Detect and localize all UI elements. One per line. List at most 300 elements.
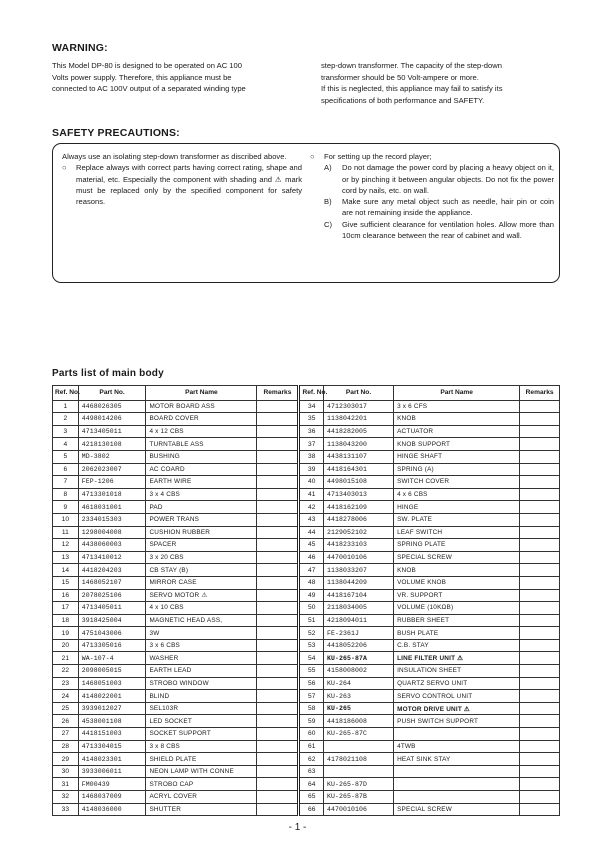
part-no-cell: 1138042201 <box>323 413 393 426</box>
table-row <box>53 677 560 690</box>
table-row <box>53 551 560 564</box>
table-row <box>53 614 560 627</box>
part-name-cell <box>394 778 520 791</box>
part-name-cell: SPRING (A) <box>394 463 520 476</box>
remarks-cell <box>257 740 299 753</box>
remarks-cell <box>257 539 299 552</box>
warning-right-text <box>321 60 561 106</box>
part-no-cell: 4418282005 <box>323 425 393 438</box>
part-name-cell: SOCKET SUPPORT <box>146 728 257 741</box>
part-name-cell: BUSHING <box>146 450 257 463</box>
safety-right-item <box>310 162 554 196</box>
remarks-cell <box>520 576 560 589</box>
part-no-cell: 1298004008 <box>78 526 146 539</box>
part-name-cell: VR. SUPPORT <box>394 589 520 602</box>
ref-cell: 57 <box>299 690 324 703</box>
part-name-cell: 4 x 12 CBS <box>146 425 257 438</box>
remarks-cell <box>520 551 560 564</box>
table-row <box>53 715 560 728</box>
part-no-cell: FE-2361J <box>323 627 393 640</box>
text-line: transformer should be 50 Volt-ampere or more. <box>321 72 479 82</box>
part-no-cell: 2078025106 <box>78 589 146 602</box>
part-no-cell: KU-264 <box>323 677 393 690</box>
part-name-cell: 3 x 4 CBS <box>146 488 257 501</box>
remarks-cell <box>520 778 560 791</box>
part-no-cell: KU-265-87D <box>323 778 393 791</box>
ref-cell: 43 <box>299 513 324 526</box>
part-no-cell: 4218094011 <box>323 614 393 627</box>
part-name-cell: SPACER <box>146 539 257 552</box>
part-name-cell: LEAF SWITCH <box>394 526 520 539</box>
part-no-cell: 4713410012 <box>78 551 146 564</box>
table-row <box>53 564 560 577</box>
ref-cell: 9 <box>53 501 79 514</box>
col-header-ref: Ref. No. <box>299 386 324 401</box>
remarks-cell <box>520 526 560 539</box>
part-name-cell <box>394 791 520 804</box>
part-name-cell: BUSH PLATE <box>394 627 520 640</box>
part-no-cell: 4618031001 <box>78 501 146 514</box>
remarks-cell <box>257 501 299 514</box>
ref-cell: 28 <box>53 740 79 753</box>
remarks-cell <box>257 614 299 627</box>
ref-cell: 62 <box>299 753 324 766</box>
remarks-cell <box>520 425 560 438</box>
ref-cell: 55 <box>299 665 324 678</box>
remarks-cell <box>257 476 299 489</box>
part-no-cell: 3939012027 <box>78 702 146 715</box>
remarks-cell <box>520 627 560 640</box>
part-no-cell: FEP-1206 <box>78 476 146 489</box>
part-name-cell: SHIELD PLATE <box>146 753 257 766</box>
table-row <box>53 665 560 678</box>
remarks-cell <box>257 803 299 816</box>
text-line: step-down transformer. The capacity of the step-down <box>321 61 502 70</box>
table-row <box>53 728 560 741</box>
remarks-cell <box>257 690 299 703</box>
remarks-cell <box>520 665 560 678</box>
part-name-cell: 3 x 8 CBS <box>146 740 257 753</box>
part-no-cell: 4713403013 <box>323 488 393 501</box>
remarks-cell <box>257 753 299 766</box>
ref-cell: 4 <box>53 438 79 451</box>
remarks-cell <box>520 413 560 426</box>
part-name-cell: SHUTTER <box>146 803 257 816</box>
part-name-cell: EARTH WIRE <box>146 476 257 489</box>
remarks-cell <box>257 564 299 577</box>
part-no-cell: 4470010106 <box>323 803 393 816</box>
ref-cell: 15 <box>53 576 79 589</box>
part-no-cell: 4218130108 <box>78 438 146 451</box>
part-no-cell: 4438131107 <box>323 450 393 463</box>
part-name-cell: TURNTABLE ASS <box>146 438 257 451</box>
item-letter: A) <box>324 163 332 173</box>
part-name-cell: KNOB SUPPORT <box>394 438 520 451</box>
part-name-cell: STROBO WINDOW <box>146 677 257 690</box>
ref-cell: 10 <box>53 513 79 526</box>
remarks-cell <box>257 602 299 615</box>
table-row <box>53 652 560 665</box>
ref-cell: 24 <box>53 690 79 703</box>
ref-cell: 44 <box>299 526 324 539</box>
table-row <box>53 400 560 413</box>
part-no-cell: 4538001108 <box>78 715 146 728</box>
part-no-cell: 4418278006 <box>323 513 393 526</box>
item-letter: B) <box>324 197 332 207</box>
part-no-cell: 2098005015 <box>78 665 146 678</box>
remarks-cell <box>257 702 299 715</box>
ref-cell: 48 <box>299 576 324 589</box>
ref-cell: 30 <box>53 765 79 778</box>
ref-cell: 29 <box>53 753 79 766</box>
ref-cell: 39 <box>299 463 324 476</box>
remarks-cell <box>520 564 560 577</box>
part-name-cell: SERVO MOTOR ⚠ <box>146 589 257 602</box>
safety-left-column <box>62 151 302 207</box>
part-no-cell: 4713405011 <box>78 602 146 615</box>
table-row <box>53 576 560 589</box>
part-no-cell: 4158008002 <box>323 665 393 678</box>
remarks-cell <box>257 627 299 640</box>
ref-cell: 60 <box>299 728 324 741</box>
part-name-cell: MOTOR BOARD ASS <box>146 400 257 413</box>
remarks-cell <box>257 677 299 690</box>
ref-cell: 17 <box>53 602 79 615</box>
ref-cell: 53 <box>299 639 324 652</box>
safety-right-item <box>310 219 554 242</box>
ref-cell: 58 <box>299 702 324 715</box>
remarks-cell <box>257 652 299 665</box>
part-no-cell: 1468037009 <box>78 791 146 804</box>
ref-cell: 40 <box>299 476 324 489</box>
ref-cell: 56 <box>299 677 324 690</box>
part-name-cell: SEL103R <box>146 702 257 715</box>
table-row <box>53 513 560 526</box>
item-letter: C) <box>324 219 333 229</box>
part-no-cell: 4468026305 <box>78 400 146 413</box>
part-no-cell: WA-107-4 <box>78 652 146 665</box>
table-row <box>53 740 560 753</box>
ref-cell: 11 <box>53 526 79 539</box>
part-name-cell: QUARTZ SERVO UNIT <box>394 677 520 690</box>
ref-cell: 46 <box>299 551 324 564</box>
text-line: This Model DP-80 is designed to be operated on AC 100 <box>52 61 242 70</box>
part-no-cell: KU-265-87A <box>323 652 393 665</box>
part-name-cell: MAGNETIC HEAD ASS, <box>146 614 257 627</box>
part-name-cell: SPRING PLATE <box>394 539 520 552</box>
part-name-cell: LED SOCKET <box>146 715 257 728</box>
part-name-cell: 4 x 10 CBS <box>146 602 257 615</box>
remarks-cell <box>520 728 560 741</box>
ref-cell: 22 <box>53 665 79 678</box>
table-row <box>53 438 560 451</box>
part-name-cell: BOARD COVER <box>146 413 257 426</box>
remarks-cell <box>520 715 560 728</box>
safety-heading: SAFETY PRECAUTIONS: <box>52 127 180 139</box>
part-no-cell: 4418052206 <box>323 639 393 652</box>
ref-cell: 52 <box>299 627 324 640</box>
col-header-part-no: Part No. <box>323 386 393 401</box>
part-no-cell: KU-265-87B <box>323 791 393 804</box>
table-row <box>53 765 560 778</box>
part-no-cell: 4178021108 <box>323 753 393 766</box>
part-name-cell: VOLUME (10KΩB) <box>394 602 520 615</box>
parts-table <box>52 385 560 816</box>
remarks-cell <box>520 513 560 526</box>
part-name-cell: NEON LAMP WITH CONNE <box>146 765 257 778</box>
part-no-cell: 4713301018 <box>78 488 146 501</box>
part-name-cell: PUSH SWITCH SUPPORT <box>394 715 520 728</box>
remarks-cell <box>520 438 560 451</box>
remarks-cell <box>257 791 299 804</box>
ref-cell: 47 <box>299 564 324 577</box>
remarks-cell <box>520 476 560 489</box>
ref-cell: 6 <box>53 463 79 476</box>
ref-cell: 23 <box>53 677 79 690</box>
remarks-cell <box>520 765 560 778</box>
remarks-cell <box>520 450 560 463</box>
ref-cell: 63 <box>299 765 324 778</box>
safety-left-item: Replace always with correct parts having correct rating, shape and material, etc. Especially the component with shading and ⚠ mark must be replaced only by the specified component for safety reasons. <box>76 163 302 207</box>
ref-cell: 61 <box>299 740 324 753</box>
table-row <box>53 778 560 791</box>
part-no-cell: 2129052102 <box>323 526 393 539</box>
ref-cell: 19 <box>53 627 79 640</box>
part-name-cell: PAD <box>146 501 257 514</box>
table-row <box>53 501 560 514</box>
part-no-cell: 4498014206 <box>78 413 146 426</box>
item-text: Do not damage the power cord by placing a heavy object on it, or by pinching it between angular objects. Do not fix the power cord by nails, etc. on wall. <box>342 163 554 195</box>
ref-cell: 31 <box>53 778 79 791</box>
part-name-cell: HINGE SHAFT <box>394 450 520 463</box>
text-line: Volts power supply. Therefore, this appliance must be <box>52 72 232 82</box>
text-line: connected to AC 100V output of a separated winding type <box>52 84 246 94</box>
part-name-cell: 3 x 6 CBS <box>146 639 257 652</box>
remarks-cell <box>520 589 560 602</box>
part-no-cell: 1138033207 <box>323 564 393 577</box>
ref-cell: 5 <box>53 450 79 463</box>
bullet-marker: ○ <box>62 163 67 173</box>
ref-cell: 21 <box>53 652 79 665</box>
ref-cell: 14 <box>53 564 79 577</box>
part-no-cell: 2334015303 <box>78 513 146 526</box>
remarks-cell <box>520 753 560 766</box>
part-no-cell: KU-263 <box>323 690 393 703</box>
part-no-cell: 4438060003 <box>78 539 146 552</box>
part-name-cell: HINGE <box>394 501 520 514</box>
part-no-cell: 2062023007 <box>78 463 146 476</box>
col-header-part-no: Part No. <box>78 386 146 401</box>
table-row <box>53 639 560 652</box>
safety-right-item <box>310 196 554 219</box>
table-row <box>53 702 560 715</box>
table-row <box>53 690 560 703</box>
remarks-cell <box>257 488 299 501</box>
part-name-cell: SERVO CONTROL UNIT <box>394 690 520 703</box>
part-no-cell: FM00439 <box>78 778 146 791</box>
page-number: - 1 - <box>288 822 307 833</box>
remarks-cell <box>520 602 560 615</box>
part-name-cell: INSULATION SHEET <box>394 665 520 678</box>
remarks-cell <box>257 765 299 778</box>
ref-cell: 51 <box>299 614 324 627</box>
part-name-cell: SW. PLATE <box>394 513 520 526</box>
ref-cell: 54 <box>299 652 324 665</box>
part-name-cell: 3 x 6 CFS <box>394 400 520 413</box>
part-no-cell: 4418162109 <box>323 501 393 514</box>
ref-cell: 36 <box>299 425 324 438</box>
safety-right-column <box>310 151 554 241</box>
part-name-cell: ACTUATOR <box>394 425 520 438</box>
ref-cell: 12 <box>53 539 79 552</box>
part-no-cell: KU-265-87C <box>323 728 393 741</box>
ref-cell: 8 <box>53 488 79 501</box>
part-name-cell: ACRYL COVER <box>146 791 257 804</box>
part-name-cell: LINE FILTER UNIT ⚠ <box>394 652 520 665</box>
table-row <box>53 627 560 640</box>
remarks-cell <box>257 665 299 678</box>
ref-cell: 7 <box>53 476 79 489</box>
part-no-cell: 4148036000 <box>78 803 146 816</box>
table-row <box>53 526 560 539</box>
table-header-row <box>53 386 560 401</box>
safety-left-intro: Always use an isolating step-down transformer as discribed above. <box>62 152 287 161</box>
ref-cell: 65 <box>299 791 324 804</box>
table-row <box>53 589 560 602</box>
table-row <box>53 476 560 489</box>
table-row <box>53 753 560 766</box>
part-no-cell: 4148023301 <box>78 753 146 766</box>
part-no-cell: 4418186008 <box>323 715 393 728</box>
table-row <box>53 488 560 501</box>
part-name-cell: SPECIAL SCREW <box>394 803 520 816</box>
part-no-cell: 1138044209 <box>323 576 393 589</box>
safety-right-intro: For setting up the record player; <box>324 152 432 161</box>
bullet-marker: ○ <box>310 152 315 161</box>
part-no-cell: 4418167104 <box>323 589 393 602</box>
table-row <box>53 463 560 476</box>
part-no-cell: 4713405011 <box>78 425 146 438</box>
part-no-cell: 4713305016 <box>78 639 146 652</box>
part-name-cell: AC COARD <box>146 463 257 476</box>
part-name-cell: VOLUME KNOB <box>394 576 520 589</box>
part-no-cell: 4418151003 <box>78 728 146 741</box>
table-row <box>53 803 560 816</box>
part-name-cell: BLIND <box>146 690 257 703</box>
ref-cell: 59 <box>299 715 324 728</box>
text-line: If this is neglected, this appliance may fail to satisfy its <box>321 84 503 94</box>
part-name-cell: SWITCH COVER <box>394 476 520 489</box>
part-name-cell: 3W <box>146 627 257 640</box>
part-name-cell: MOTOR DRIVE UNIT ⚠ <box>394 702 520 715</box>
ref-cell: 13 <box>53 551 79 564</box>
remarks-cell <box>520 791 560 804</box>
part-name-cell <box>394 728 520 741</box>
part-no-cell: 4418164301 <box>323 463 393 476</box>
table-row <box>53 602 560 615</box>
part-name-cell: WASHER <box>146 652 257 665</box>
remarks-cell <box>520 614 560 627</box>
part-name-cell: MIRROR CASE <box>146 576 257 589</box>
ref-cell: 2 <box>53 413 79 426</box>
ref-cell: 3 <box>53 425 79 438</box>
remarks-cell <box>257 513 299 526</box>
part-no-cell: 4148022001 <box>78 690 146 703</box>
table-row <box>53 791 560 804</box>
part-name-cell: HEAT SINK STAY <box>394 753 520 766</box>
remarks-cell <box>520 639 560 652</box>
remarks-cell <box>257 413 299 426</box>
remarks-cell <box>257 778 299 791</box>
remarks-cell <box>257 715 299 728</box>
part-no-cell: 4470010106 <box>323 551 393 564</box>
ref-cell: 32 <box>53 791 79 804</box>
remarks-cell <box>257 551 299 564</box>
remarks-cell <box>520 803 560 816</box>
remarks-cell <box>520 702 560 715</box>
part-no-cell: 4713304015 <box>78 740 146 753</box>
part-name-cell: 4TWB <box>394 740 520 753</box>
part-no-cell: 3933006011 <box>78 765 146 778</box>
part-no-cell: 2118034005 <box>323 602 393 615</box>
remarks-cell <box>520 463 560 476</box>
ref-cell: 20 <box>53 639 79 652</box>
remarks-cell <box>257 450 299 463</box>
remarks-cell <box>520 740 560 753</box>
remarks-cell <box>257 576 299 589</box>
ref-cell: 41 <box>299 488 324 501</box>
part-name-cell: CUSHION RUBBER <box>146 526 257 539</box>
ref-cell: 45 <box>299 539 324 552</box>
part-no-cell: 1468051003 <box>78 677 146 690</box>
ref-cell: 37 <box>299 438 324 451</box>
part-no-cell <box>323 765 393 778</box>
remarks-cell <box>257 400 299 413</box>
part-name-cell: EARTH LEAD <box>146 665 257 678</box>
part-name-cell: CB STAY (B) <box>146 564 257 577</box>
part-no-cell: KU-265 <box>323 702 393 715</box>
ref-cell: 16 <box>53 589 79 602</box>
remarks-cell <box>257 728 299 741</box>
col-header-part-name: Part Name <box>146 386 257 401</box>
item-text: Make sure any metal object such as needle, hair pin or coin are not remaining inside the appliance. <box>342 197 554 218</box>
ref-cell: 38 <box>299 450 324 463</box>
remarks-cell <box>257 425 299 438</box>
remarks-cell <box>520 400 560 413</box>
col-header-part-name: Part Name <box>394 386 520 401</box>
part-name-cell <box>394 765 520 778</box>
remarks-cell <box>520 652 560 665</box>
remarks-cell <box>520 501 560 514</box>
part-name-cell: KNOB <box>394 413 520 426</box>
part-name-cell: 4 x 6 CBS <box>394 488 520 501</box>
remarks-cell <box>257 639 299 652</box>
part-no-cell: MD-3802 <box>78 450 146 463</box>
ref-cell: 35 <box>299 413 324 426</box>
part-no-cell <box>323 740 393 753</box>
table-row <box>53 450 560 463</box>
part-no-cell: 4751043006 <box>78 627 146 640</box>
remarks-cell <box>520 690 560 703</box>
warning-left-text <box>52 60 295 95</box>
ref-cell: 66 <box>299 803 324 816</box>
part-no-cell: 1138043200 <box>323 438 393 451</box>
ref-cell: 18 <box>53 614 79 627</box>
col-header-remarks: Remarks <box>257 386 299 401</box>
part-name-cell: POWER TRANS <box>146 513 257 526</box>
remarks-cell <box>520 677 560 690</box>
part-name-cell: SPECIAL SCREW <box>394 551 520 564</box>
